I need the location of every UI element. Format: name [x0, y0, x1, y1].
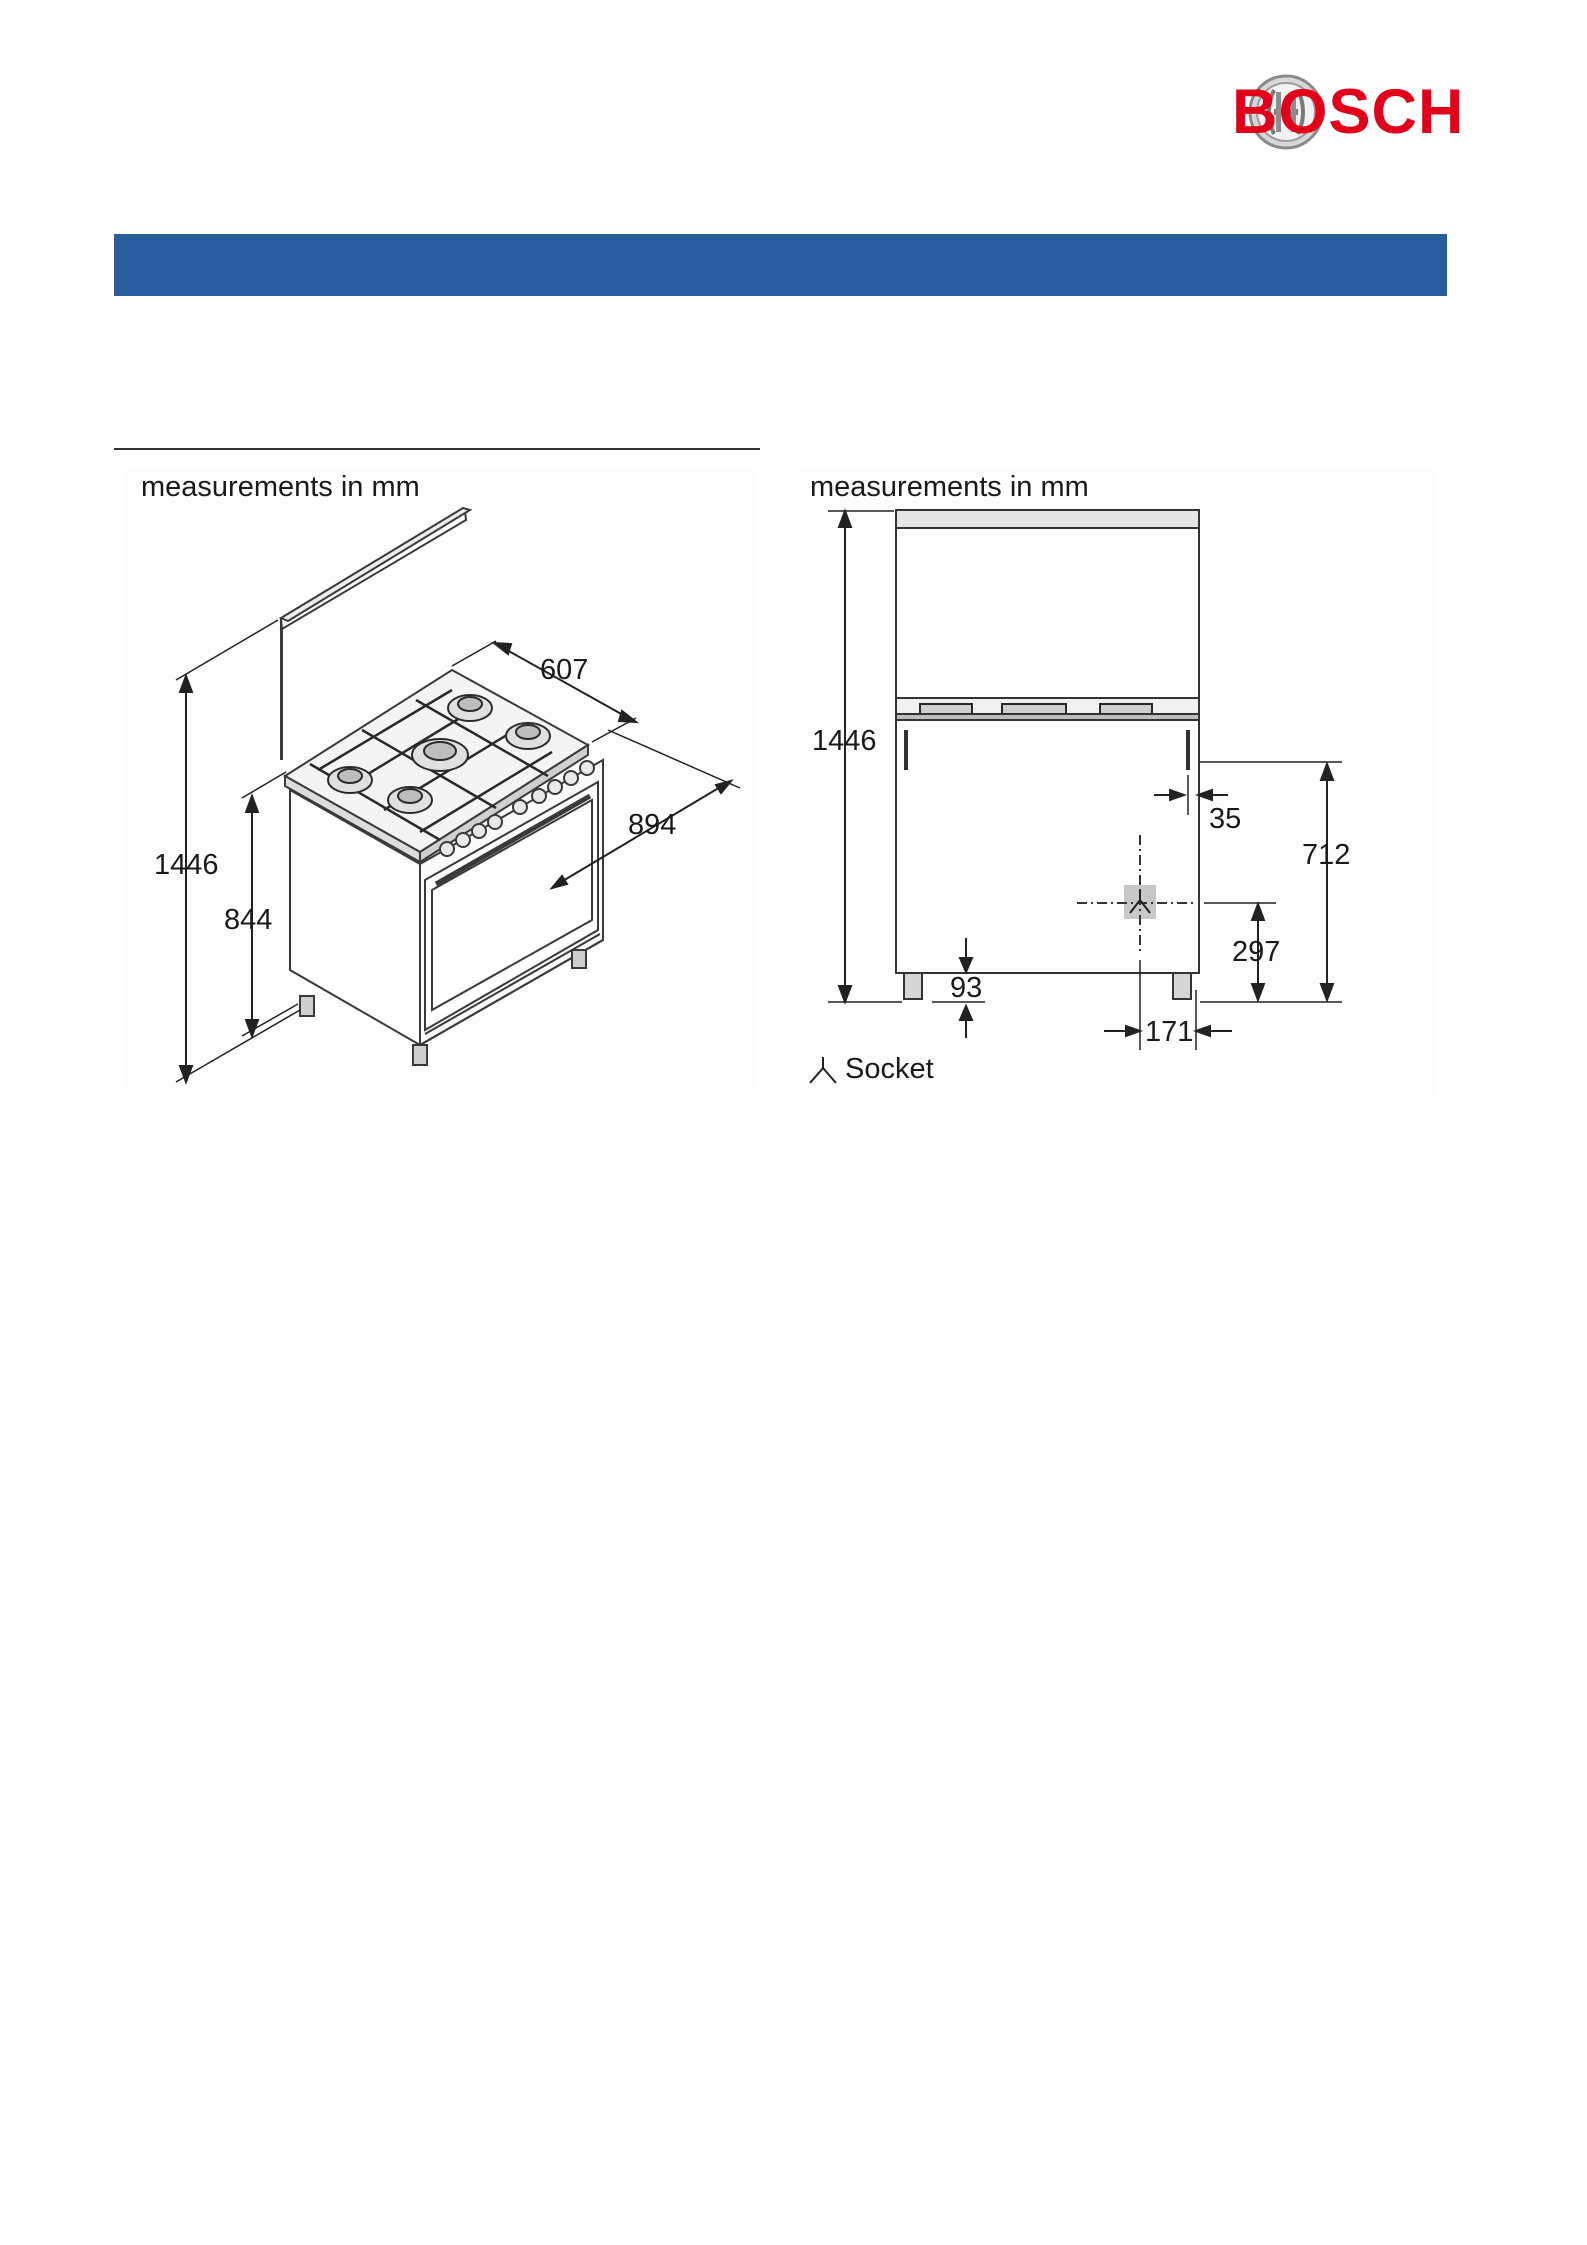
rear-dimension-bottom-clearance: 93: [950, 972, 983, 1004]
rear-dimension-socket-height: 297: [1232, 936, 1281, 968]
dimension-hob-height: 844: [224, 904, 273, 936]
socket-icon: [810, 1057, 836, 1083]
rear-dimension-socket-from-side: 171: [1145, 1016, 1194, 1048]
socket-legend-label: Socket: [845, 1053, 934, 1085]
rear-dimension-total-height: 1446: [812, 725, 877, 757]
left-drawing-caption: measurements in mm: [141, 471, 420, 503]
dimension-depth: 894: [628, 809, 677, 841]
brand-wordmark: BOSCH: [1232, 77, 1465, 147]
dimension-width: 607: [540, 654, 589, 686]
rear-dimension-side-offset: 35: [1209, 803, 1242, 835]
dimension-total-height: 1446: [154, 849, 219, 881]
rear-dimension-socket-area-height: 712: [1302, 839, 1351, 871]
right-drawing-caption: measurements in mm: [810, 471, 1089, 503]
